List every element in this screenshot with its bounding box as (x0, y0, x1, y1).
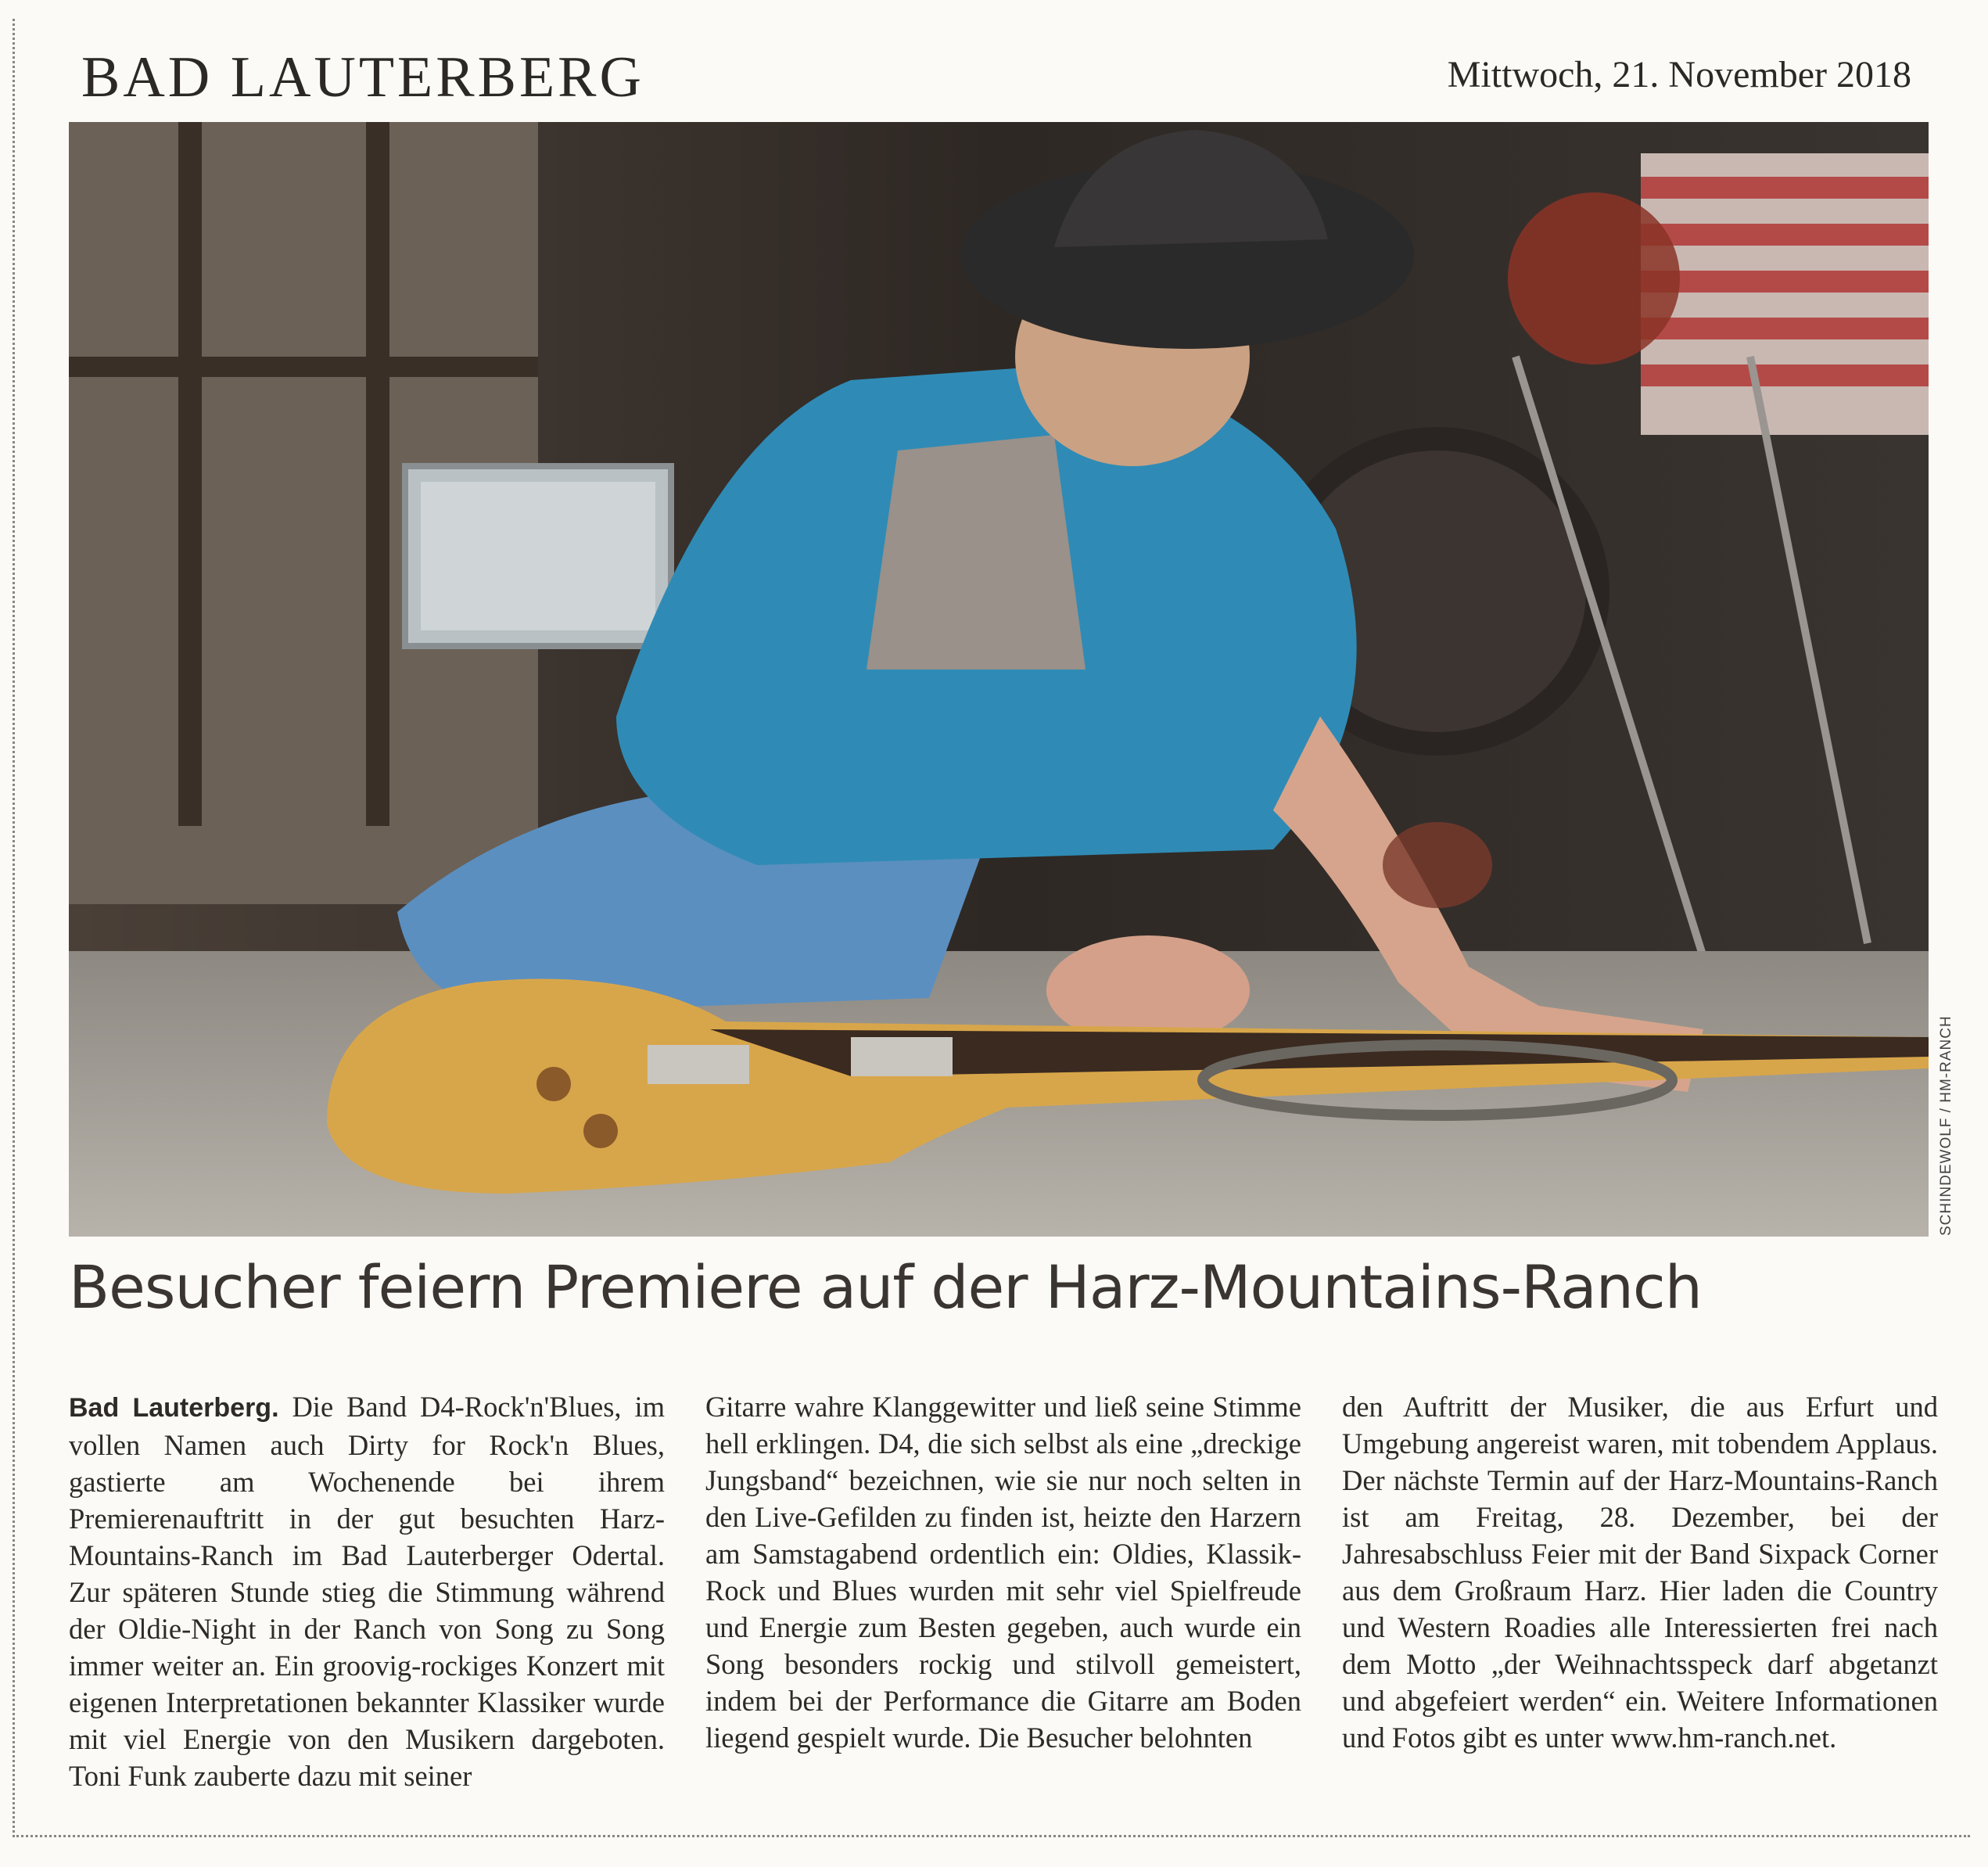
concert-photo-icon (69, 122, 1929, 1237)
headline: Besucher feiern Premiere auf der Harz-Mountains-Ranch (69, 1252, 1702, 1322)
article-body (69, 1388, 1938, 1811)
article-photo (69, 122, 1929, 1237)
column-1-text: Die Band D4-Rock'n'Blues, im vollen Namen auch Dirty for Rock'n Blues, gastierte am Wochenende bei ihrem Premierenauftritt in der gut besuchten Harz-Mountains-Ranch im Bad Lauterberger Odertal. Zur späteren Stunde stieg die Stimmung während der Oldie-Night in der Ranch von Song zu Song immer weiter an. Ein groovig-rockiges Konzert mit eigenen Interpretationen bekannter Klassiker wurde mit viel Energie von den Musikern dargeboten. Toni Funk zauberte dazu mit seiner (69, 1391, 665, 1792)
column-3-text: den Auftritt der Musiker, die aus Erfurt und Umgebung angereist waren, mit tobendem Applaus. Der nächste Termin auf der Harz-Mountains-Ranch ist am Freitag, 28. Dezember, bei der Jahresabschluss Feier mit der Band Sixpack Corner aus dem Großraum Harz. Hier laden die Country und Western Roadies alle Interessierten frei nach dem Motto „der Weihnachtsspeck darf abgetanzt und abgefeiert werden“ ein. Weitere Informationen und Fotos gibt es unter www.hm-ranch.net. (1342, 1391, 1938, 1754)
publication-date: Mittwoch, 21. November 2018 (1447, 54, 1911, 95)
photo-credit: SCHINDEWOLF / HM-RANCH (1938, 1015, 1954, 1236)
column-1 (69, 1388, 665, 1811)
dateline: Bad Lauterberg. (69, 1393, 279, 1423)
section-department: BAD LAUTERBERG (81, 45, 644, 110)
column-2 (705, 1388, 1301, 1811)
column-2-text: Gitarre wahre Klanggewitter und ließ seine Stimme hell erklingen. D4, die sich selbst als eine „dreckige Jungsband“ bezeichnen, wie sie nur noch selten in den Live-Gefilden zu finden ist, heizte den Harzern am Samstagabend ordentlich ein: Oldies, Klassik-Rock und Blues wurden mit sehr viel Spielfreude und Energie zum Besten gegeben, auch wurde ein Song besonders rockig und stilvoll gemeistert, indem bei der Performance die Gitarre am Boden liegend gespielt wurde. Die Besucher belohnten (705, 1391, 1301, 1754)
column-3 (1342, 1388, 1938, 1811)
